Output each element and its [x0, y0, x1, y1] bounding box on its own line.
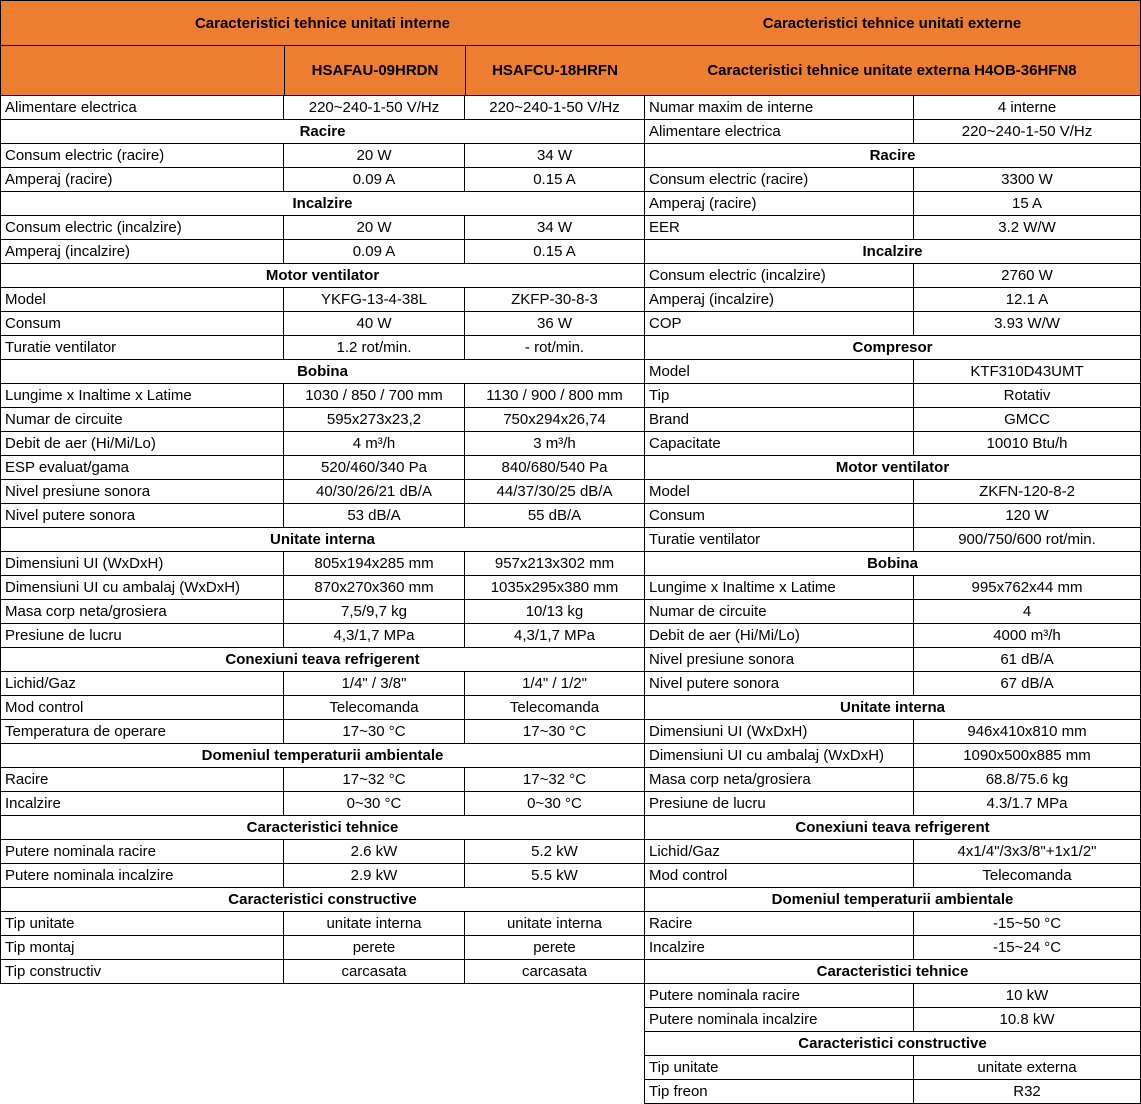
spec-value-model-a: 595x273x23,2	[284, 408, 465, 431]
table-row	[0, 408, 645, 432]
spec-value-model-a: 2.9 kW	[284, 864, 465, 887]
spec-label: EER	[644, 216, 914, 239]
spec-value-model-b: 750x294x26,74	[465, 408, 645, 431]
spec-value-model-a: 4,3/1,7 MPa	[284, 624, 465, 647]
section-row	[0, 888, 645, 912]
spec-value-model-b: 3 m³/h	[465, 432, 645, 455]
section-row	[644, 552, 1141, 576]
spec-label: Turatie ventilator	[644, 528, 914, 551]
spec-label: Model	[644, 480, 914, 503]
spec-label: Numar maxim de interne	[644, 96, 914, 119]
spec-label: Amperaj (incalzire)	[0, 240, 284, 263]
section-row	[644, 888, 1141, 912]
table-row	[644, 912, 1141, 936]
spec-value: 220~240-1-50 V/Hz	[914, 120, 1141, 143]
spec-label: Consum electric (incalzire)	[0, 216, 284, 239]
section-row	[644, 456, 1141, 480]
section-title: Motor ventilator	[0, 264, 645, 287]
table-row	[0, 480, 645, 504]
spec-value: 12.1 A	[914, 288, 1141, 311]
table-row	[0, 216, 645, 240]
spec-label: Consum electric (racire)	[0, 144, 284, 167]
spec-label: Nivel putere sonora	[644, 672, 914, 695]
spec-value-model-a: Telecomanda	[284, 696, 465, 719]
table-row	[0, 768, 645, 792]
spec-label: Lichid/Gaz	[0, 672, 284, 695]
table-row	[644, 312, 1141, 336]
table-row	[644, 624, 1141, 648]
spec-value-model-a: YKFG-13-4-38L	[284, 288, 465, 311]
table-row	[644, 936, 1141, 960]
section-row	[644, 240, 1141, 264]
spec-value: 3.93 W/W	[914, 312, 1141, 335]
spec-value-model-b: 5.2 kW	[465, 840, 645, 863]
spec-value: 995x762x44 mm	[914, 576, 1141, 599]
spec-value-model-a: 1/4" / 3/8"	[284, 672, 465, 695]
spec-label: Alimentare electrica	[644, 120, 914, 143]
section-row	[0, 264, 645, 288]
table-row	[0, 312, 645, 336]
table-row	[644, 648, 1141, 672]
spec-label: Numar de circuite	[644, 600, 914, 623]
table-row	[0, 720, 645, 744]
table-row	[644, 432, 1141, 456]
spec-value: 4.3/1.7 MPa	[914, 792, 1141, 815]
table-row	[644, 192, 1141, 216]
spec-label: Temperatura de operare	[0, 720, 284, 743]
spec-value: 4x1/4"/3x3/8"+1x1/2"	[914, 840, 1141, 863]
spec-value-model-a: 20 W	[284, 216, 465, 239]
spec-label: Model	[644, 360, 914, 383]
section-row	[644, 1032, 1141, 1056]
spec-value-model-a: 220~240-1-50 V/Hz	[284, 96, 465, 119]
section-row	[0, 120, 645, 144]
table-row	[0, 552, 645, 576]
outdoor-table-title: Caracteristici tehnice unitati externe	[644, 0, 1141, 46]
spec-value-model-a: 805x194x285 mm	[284, 552, 465, 575]
spec-label: Nivel presiune sonora	[644, 648, 914, 671]
table-row	[644, 792, 1141, 816]
table-row	[0, 624, 645, 648]
section-title: Motor ventilator	[644, 456, 1141, 479]
spec-value-model-a: 2.6 kW	[284, 840, 465, 863]
table-row	[0, 912, 645, 936]
spec-value-model-a: carcasata	[284, 960, 465, 983]
spec-value: 10 kW	[914, 984, 1141, 1007]
section-row	[0, 648, 645, 672]
table-row	[644, 264, 1141, 288]
spec-value-model-b: 44/37/30/25 dB/A	[465, 480, 645, 503]
indoor-table-title: Caracteristici tehnice unitati interne	[0, 0, 645, 46]
spec-value-model-a: 53 dB/A	[284, 504, 465, 527]
spec-label: ESP evaluat/gama	[0, 456, 284, 479]
spec-value: ZKFN-120-8-2	[914, 480, 1141, 503]
spec-value: 4000 m³/h	[914, 624, 1141, 647]
spec-label: Consum electric (racire)	[644, 168, 914, 191]
table-row	[0, 576, 645, 600]
spec-value-model-b: 34 W	[465, 216, 645, 239]
section-row	[0, 744, 645, 768]
spec-value-model-a: 1030 / 850 / 700 mm	[284, 384, 465, 407]
table-row	[644, 1056, 1141, 1080]
section-title: Racire	[0, 120, 645, 143]
table-row	[644, 120, 1141, 144]
outdoor-table-body	[644, 96, 1141, 1104]
spec-value: 67 dB/A	[914, 672, 1141, 695]
indoor-table-body	[0, 96, 645, 984]
section-row	[0, 528, 645, 552]
spec-label: Nivel presiune sonora	[0, 480, 284, 503]
spec-label: Amperaj (racire)	[644, 192, 914, 215]
table-row	[0, 288, 645, 312]
table-row	[644, 720, 1141, 744]
section-title: Incalzire	[0, 192, 645, 215]
spec-label: Tip unitate	[0, 912, 284, 935]
table-row	[644, 744, 1141, 768]
spec-label: Dimensiuni UI cu ambalaj (WxDxH)	[0, 576, 284, 599]
section-title: Domeniul temperaturii ambientale	[644, 888, 1141, 911]
spec-value-model-b: 957x213x302 mm	[465, 552, 645, 575]
spec-value-model-b: - rot/min.	[465, 336, 645, 359]
spec-label: Alimentare electrica	[0, 96, 284, 119]
spec-label: Numar de circuite	[0, 408, 284, 431]
spec-label: Consum	[644, 504, 914, 527]
spec-value-model-b: unitate interna	[465, 912, 645, 935]
spec-label: Mod control	[644, 864, 914, 887]
spec-value-model-a: 20 W	[284, 144, 465, 167]
table-row	[644, 1008, 1141, 1032]
spec-value: 10.8 kW	[914, 1008, 1141, 1031]
table-row	[644, 600, 1141, 624]
spec-value-model-a: 870x270x360 mm	[284, 576, 465, 599]
spec-label: Presiune de lucru	[644, 792, 914, 815]
spec-label: Mod control	[0, 696, 284, 719]
table-row	[644, 864, 1141, 888]
spec-value-model-b: 0~30 °C	[465, 792, 645, 815]
spec-label: Debit de aer (Hi/Mi/Lo)	[644, 624, 914, 647]
table-row	[644, 504, 1141, 528]
spec-value-model-b: 17~32 °C	[465, 768, 645, 791]
section-title: Domeniul temperaturii ambientale	[0, 744, 645, 767]
section-row	[644, 960, 1141, 984]
spec-label: Tip unitate	[644, 1056, 914, 1079]
spec-value-model-b: 55 dB/A	[465, 504, 645, 527]
section-title: Bobina	[644, 552, 1141, 575]
table-row	[0, 936, 645, 960]
spec-value-model-b: ZKFP-30-8-3	[465, 288, 645, 311]
spec-value-model-a: perete	[284, 936, 465, 959]
spec-value-model-b: 1/4" / 1/2"	[465, 672, 645, 695]
spec-value-model-a: 520/460/340 Pa	[284, 456, 465, 479]
table-row	[644, 528, 1141, 552]
section-title: Racire	[644, 144, 1141, 167]
indoor-model-a-header: HSAFAU-09HRDN	[285, 46, 466, 95]
spec-value-model-b: 220~240-1-50 V/Hz	[465, 96, 645, 119]
spec-value-model-b: 10/13 kg	[465, 600, 645, 623]
spec-value: -15~24 °C	[914, 936, 1141, 959]
spec-value-model-a: 17~30 °C	[284, 720, 465, 743]
spec-label: Putere nominala racire	[0, 840, 284, 863]
spec-label: Putere nominala incalzire	[644, 1008, 914, 1031]
table-row	[0, 168, 645, 192]
spec-label: Putere nominala incalzire	[0, 864, 284, 887]
spec-value-model-b: 17~30 °C	[465, 720, 645, 743]
section-title: Compresor	[644, 336, 1141, 359]
spec-label: Amperaj (racire)	[0, 168, 284, 191]
spec-label: Capacitate	[644, 432, 914, 455]
spec-value: 15 A	[914, 192, 1141, 215]
table-row	[644, 384, 1141, 408]
outdoor-model-header-row	[644, 46, 1141, 96]
table-row	[0, 864, 645, 888]
spec-label: Lichid/Gaz	[644, 840, 914, 863]
spec-label: Racire	[644, 912, 914, 935]
spec-value-model-b: 0.15 A	[465, 168, 645, 191]
spec-label: Lungime x Inaltime x Latime	[644, 576, 914, 599]
table-row	[644, 96, 1141, 120]
spec-value-model-b: Telecomanda	[465, 696, 645, 719]
table-row	[0, 96, 645, 120]
spec-value-model-a: 0~30 °C	[284, 792, 465, 815]
spec-value: -15~50 °C	[914, 912, 1141, 935]
section-title: Caracteristici constructive	[644, 1032, 1141, 1055]
table-row	[644, 672, 1141, 696]
table-row	[644, 840, 1141, 864]
spec-value: KTF310D43UMT	[914, 360, 1141, 383]
spec-value-model-a: 0.09 A	[284, 240, 465, 263]
spec-value: 4 interne	[914, 96, 1141, 119]
spec-label: Nivel putere sonora	[0, 504, 284, 527]
table-row	[0, 336, 645, 360]
indoor-header-blank	[1, 46, 285, 95]
spec-label: Model	[0, 288, 284, 311]
spec-value-model-b: 34 W	[465, 144, 645, 167]
spec-value-model-b: 4,3/1,7 MPa	[465, 624, 645, 647]
section-title: Conexiuni teava refrigerent	[0, 648, 645, 671]
spec-value: 61 dB/A	[914, 648, 1141, 671]
section-title: Bobina	[0, 360, 645, 383]
section-title: Unitate interna	[644, 696, 1141, 719]
spec-value: 3.2 W/W	[914, 216, 1141, 239]
spec-value-model-a: 40/30/26/21 dB/A	[284, 480, 465, 503]
spec-value: 120 W	[914, 504, 1141, 527]
section-title: Caracteristici constructive	[0, 888, 645, 911]
table-row	[644, 576, 1141, 600]
spec-value: Telecomanda	[914, 864, 1141, 887]
spec-value-model-b: carcasata	[465, 960, 645, 983]
spec-label: Tip montaj	[0, 936, 284, 959]
spec-value-model-a: 4 m³/h	[284, 432, 465, 455]
section-row	[644, 816, 1141, 840]
section-row	[0, 360, 645, 384]
spec-value-model-b: 840/680/540 Pa	[465, 456, 645, 479]
section-row	[0, 816, 645, 840]
section-row	[0, 192, 645, 216]
table-row	[0, 144, 645, 168]
section-row	[644, 144, 1141, 168]
spec-value: 1090x500x885 mm	[914, 744, 1141, 767]
spec-label: Brand	[644, 408, 914, 431]
spec-value-model-a: 17~32 °C	[284, 768, 465, 791]
spec-label: Tip	[644, 384, 914, 407]
table-row	[0, 960, 645, 984]
section-row	[644, 696, 1141, 720]
table-row	[0, 432, 645, 456]
outdoor-unit-table	[644, 0, 1141, 1104]
table-row	[0, 672, 645, 696]
table-row	[0, 456, 645, 480]
table-row	[644, 288, 1141, 312]
spec-value-model-b: 5.5 kW	[465, 864, 645, 887]
table-row	[644, 360, 1141, 384]
spec-value: 2760 W	[914, 264, 1141, 287]
spec-value-model-b: 36 W	[465, 312, 645, 335]
table-row	[0, 792, 645, 816]
section-title: Caracteristici tehnice	[644, 960, 1141, 983]
spec-label: Presiune de lucru	[0, 624, 284, 647]
table-row	[0, 696, 645, 720]
section-title: Caracteristici tehnice	[0, 816, 645, 839]
section-row	[644, 336, 1141, 360]
spec-label: Masa corp neta/grosiera	[0, 600, 284, 623]
spec-label: Putere nominala racire	[644, 984, 914, 1007]
spec-label: Amperaj (incalzire)	[644, 288, 914, 311]
spec-label: Masa corp neta/grosiera	[644, 768, 914, 791]
spec-value-model-a: 7,5/9,7 kg	[284, 600, 465, 623]
spec-label: Lungime x Inaltime x Latime	[0, 384, 284, 407]
spec-label: Dimensiuni UI (WxDxH)	[0, 552, 284, 575]
indoor-model-header-row	[0, 46, 645, 96]
spec-value-model-b: perete	[465, 936, 645, 959]
table-row	[0, 240, 645, 264]
table-row	[0, 384, 645, 408]
table-row	[644, 408, 1141, 432]
spec-value-model-b: 1130 / 900 / 800 mm	[465, 384, 645, 407]
table-row	[644, 768, 1141, 792]
spec-label: Turatie ventilator	[0, 336, 284, 359]
spec-value: GMCC	[914, 408, 1141, 431]
spec-value-model-b: 0.15 A	[465, 240, 645, 263]
spec-value: 4	[914, 600, 1141, 623]
spec-label: Tip constructiv	[0, 960, 284, 983]
spec-value: Rotativ	[914, 384, 1141, 407]
spec-value-model-a: 40 W	[284, 312, 465, 335]
spec-label: Consum	[0, 312, 284, 335]
spec-value-model-a: unitate interna	[284, 912, 465, 935]
spec-label: Incalzire	[644, 936, 914, 959]
spec-label: COP	[644, 312, 914, 335]
table-row	[0, 504, 645, 528]
section-title: Unitate interna	[0, 528, 645, 551]
spec-label: Dimensiuni UI (WxDxH)	[644, 720, 914, 743]
spec-value: R32	[914, 1080, 1141, 1103]
table-row	[644, 216, 1141, 240]
spec-value: 3300 W	[914, 168, 1141, 191]
section-title: Incalzire	[644, 240, 1141, 263]
spec-value: 10010 Btu/h	[914, 432, 1141, 455]
outdoor-model-header: Caracteristici tehnice unitate externa H4OB-36HFN8	[707, 62, 1077, 79]
spec-label: Racire	[0, 768, 284, 791]
spec-value-model-b: 1035x295x380 mm	[465, 576, 645, 599]
spec-value: 946x410x810 mm	[914, 720, 1141, 743]
table-row	[644, 480, 1141, 504]
section-title: Conexiuni teava refrigerent	[644, 816, 1141, 839]
table-row	[644, 1080, 1141, 1104]
spec-label: Dimensiuni UI cu ambalaj (WxDxH)	[644, 744, 914, 767]
indoor-model-b-header: HSAFCU-18HRFN	[492, 62, 618, 79]
spec-value-model-a: 0.09 A	[284, 168, 465, 191]
spec-label: Debit de aer (Hi/Mi/Lo)	[0, 432, 284, 455]
spec-value: 900/750/600 rot/min.	[914, 528, 1141, 551]
spec-value-model-a: 1.2 rot/min.	[284, 336, 465, 359]
spec-value: 68.8/75.6 kg	[914, 768, 1141, 791]
spec-value: unitate externa	[914, 1056, 1141, 1079]
spec-label: Consum electric (incalzire)	[644, 264, 914, 287]
table-row	[644, 984, 1141, 1008]
spec-label: Incalzire	[0, 792, 284, 815]
table-row	[0, 840, 645, 864]
table-row	[644, 168, 1141, 192]
spec-label: Tip freon	[644, 1080, 914, 1103]
table-row	[0, 600, 645, 624]
